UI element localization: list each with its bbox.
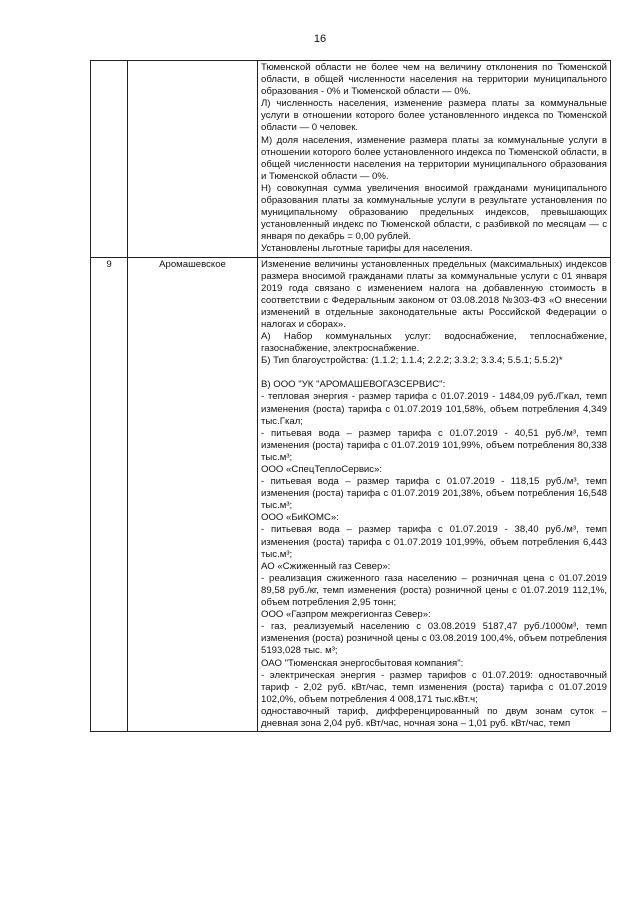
v-line: - питьевая вода – размер тарифа с 01.07.2019 - 40,51 руб./м³, темп изменения (роста) тарифа с 01.07.2019 101,99%, объем потребления 80,338 тыс.м³; bbox=[261, 427, 607, 463]
v-line: В) ООО "УК "АРОМАШЕВОГАЗСЕРВИС": bbox=[261, 379, 446, 391]
paragraph-b: Б) Тип благоустройства: (1.1.2; 1.1.4; 2.2.2; 3.3.2; 3.3.4; 5.5.1; 5.5.2)* bbox=[261, 355, 563, 367]
municipality-cell bbox=[128, 61, 258, 258]
paragraph-a: А) Набор коммунальных услуг: водоснабжение, теплоснабжение, газоснабжение, электроснабжение. bbox=[261, 331, 607, 355]
paragraph-k-tail: Тюменской области не более чем на величину отклонения по Тюменской области, в общей численности населения на территории муниципального образования - 0% и Тюменской области — 0%. bbox=[261, 62, 607, 98]
paragraph-m: М) доля населения, изменение размера платы за коммунальные услуги в отношении которого более установленного индекса по Тюменской области, в общей численности населения на территории муниципального образования и Тюменской области — 0%. bbox=[261, 134, 607, 182]
page-number: 16 bbox=[313, 33, 327, 45]
v-line: ООО «Газпром межрегионгаз Север»: bbox=[261, 609, 431, 621]
row-number-cell bbox=[91, 61, 128, 258]
v-line: - реализация сжиженного газа населению – розничная цена с 01.07.2019 89,58 руб./кг, темп изменения (роста) розничной цены с 01.07.2019 112,1%, объем потребления 2,95 тонн; bbox=[261, 572, 607, 609]
v-line: - тепловая энергия - размер тарифа с 01.07.2019 - 1484,09 руб./Гкал, темп изменения (роста) тарифа с 01.07.2019 101,58%, объем потребления 4,349 тыс.Гкал; bbox=[261, 391, 607, 427]
description-cell bbox=[258, 257, 611, 732]
row-number: 9 bbox=[91, 257, 128, 732]
v-line: - питьевая вода – размер тарифа с 01.07.2019 - 38,40 руб./м³, темп изменения (роста) тарифа с 01.07.2019 101,99%, объем потребления 6,443 тыс.м³; bbox=[261, 524, 607, 560]
paragraph-v bbox=[261, 379, 607, 730]
v-line: - питьевая вода – размер тарифа с 01.07.2019 - 118,15 руб./м³, темп изменения (роста) тарифа с 01.07.2019 201,38%, объем потребления 16,548 тыс.м³; bbox=[261, 476, 607, 512]
v-line: - газ, реализуемый населению с 03.08.2019 5187,47 руб./1000м³, темп изменения (роста) розничной цены с 03.08.2019 100,4%, объем потребления 5193,028 тыс. м³; bbox=[261, 621, 607, 657]
paragraph-n: Н) совокупная сумма увеличения вносимой гражданами муниципального образования платы за коммунальные услуги в результате установления по муниципальному образованию предельных индексов, превышающих установленный индекс по Тюменской области, с разбивкой по месяцам — с января по декабрь = 0,00 рублей. bbox=[261, 182, 607, 243]
v-line: АО «Сжиженный газ Север»: bbox=[261, 560, 391, 572]
table-row-continued bbox=[91, 61, 611, 258]
municipality-table bbox=[90, 60, 611, 732]
paragraph-l: Л) численность населения, изменение размера платы за коммунальные услуги в отношении которого более установленного индекса по Тюменской области — 0 человек. bbox=[261, 98, 607, 134]
benefit-note: Установлены льготные тарифы для населения. bbox=[261, 243, 473, 255]
v-line: одноставочный тариф, дифференцированный по двум зонам суток – дневная зона 2,04 руб. кВт/час, ночная зона – 1,01 руб. кВт/час, темп bbox=[261, 705, 607, 729]
table-row-9 bbox=[91, 257, 611, 732]
v-line: ОАО "Тюменская энергосбытовая компания": bbox=[261, 657, 464, 669]
municipality-name: Аромашевское bbox=[128, 257, 258, 732]
v-line: ООО «БиКОМС»: bbox=[261, 512, 339, 524]
v-line: ООО «СпецТеплоСервис»: bbox=[261, 464, 383, 475]
v-line: - электрическая энергия - размер тарифов с 01.07.2019: одноставочный тариф - 2,02 руб. кВт/час, темп изменения (роста) тарифа с 01.07.2019 102,0%, объем потребления 4 008,171 тыс.кВт.ч; bbox=[261, 669, 607, 705]
intro-paragraph: Изменение величины установленных предельных (максимальных) индексов размера вносимой гражданами платы за коммунальные услуги с 01 января 2019 года связано с изменением налога на добавленную стоимость в соответствии с Федеральным законом от 03.08.2018 №303-ФЗ «О внесении изменений в отдельные законодательные акты Российской Федерации о налогах и сборах». bbox=[261, 258, 607, 330]
description-cell bbox=[258, 61, 611, 258]
